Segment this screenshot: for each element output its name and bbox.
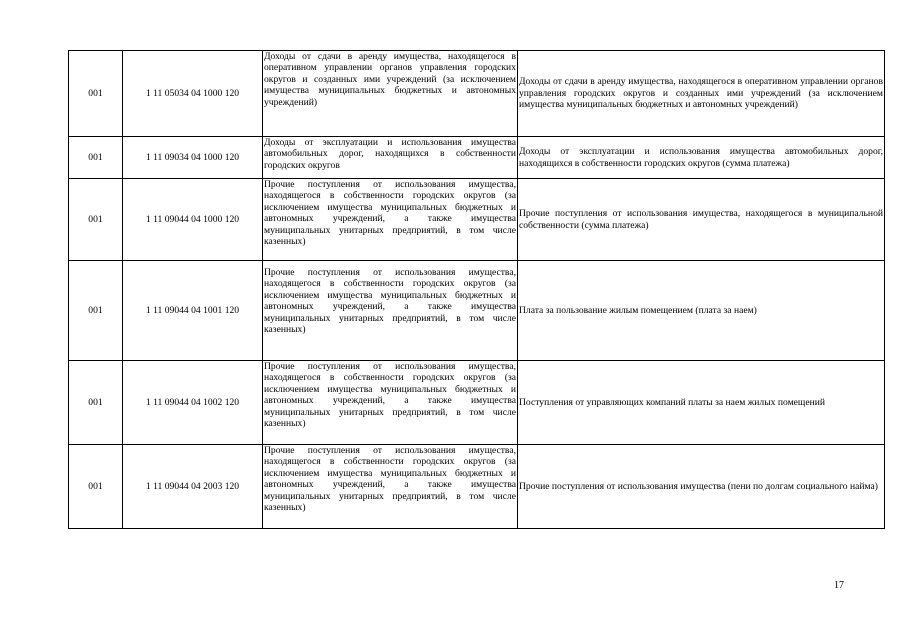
- kbk-code-cell: 1 11 09044 04 2003 120: [123, 445, 263, 529]
- revenue-description-text: Поступления от управляющих компаний платы за наем жилых помещений: [519, 396, 825, 408]
- revenue-description-text: Доходы от сдачи в аренду имущества, находящегося в оперативном управлении органов управления городских округов и созданных ими учреждений (за исключением имущества муниципальных бюджетных и автономных учреждений): [519, 76, 883, 111]
- revenue-description-cell: [518, 51, 885, 137]
- kbk-code-cell: 1 11 05034 04 1000 120: [123, 51, 263, 137]
- kbk-code-cell: 1 11 09034 04 1000 120: [123, 137, 263, 179]
- kbk-code-cell: 1 11 09044 04 1002 120: [123, 361, 263, 445]
- revenue-name-cell: Прочие поступления от использования имущества, находящегося в собственности городских округов (за исключением имущества муниципальных бюджетных и автономных учреждений, а также имущества муниципальных унитарных предприятий, в том числе казенных): [263, 179, 518, 261]
- table-row: [69, 261, 885, 361]
- table-row: [69, 445, 885, 529]
- kbk-code-cell: 1 11 09044 04 1000 120: [123, 179, 263, 261]
- admin-code-cell: 001: [69, 51, 123, 137]
- table-row: [69, 51, 885, 137]
- revenue-name-cell: Доходы от сдачи в аренду имущества, находящегося в оперативном управлении органов управления городских округов и созданных ими учреждений (за исключением имущества муниципальных бюджетных и автономных учреждений): [263, 51, 518, 137]
- revenue-name-cell: Прочие поступления от использования имущества, находящегося в собственности городских округов (за исключением имущества муниципальных бюджетных и автономных учреждений, а также имущества муниципальных унитарных предприятий, в том числе казенных): [263, 445, 518, 529]
- admin-code-cell: 001: [69, 361, 123, 445]
- table-row: [69, 137, 885, 179]
- revenue-description-cell: [518, 137, 885, 179]
- admin-code-cell: 001: [69, 137, 123, 179]
- revenue-description-cell: [518, 361, 885, 445]
- revenue-description-cell: [518, 445, 885, 529]
- revenue-description-text: Доходы от эксплуатации и использования имущества автомобильных дорог, находящихся в собственности городских округов (сумма платежа): [519, 146, 883, 169]
- table-row: [69, 361, 885, 445]
- table-body: [69, 51, 885, 529]
- revenue-name-cell: Прочие поступления от использования имущества, находящегося в собственности городских округов (за исключением имущества муниципальных бюджетных и автономных учреждений, а также имущества муниципальных унитарных предприятий, в том числе казенных): [263, 361, 518, 445]
- revenue-description-text: Прочие поступления от использования имущества (пени по долгам социального найма): [519, 480, 878, 492]
- admin-code-cell: 001: [69, 445, 123, 529]
- admin-code-cell: 001: [69, 261, 123, 361]
- revenue-description-text: Плата за пользование жилым помещением (плата за наем): [519, 304, 757, 316]
- admin-code-cell: 001: [69, 179, 123, 261]
- kbk-code-cell: 1 11 09044 04 1001 120: [123, 261, 263, 361]
- revenue-codes-table: [68, 50, 885, 529]
- revenue-name-cell: Прочие поступления от использования имущества, находящегося в собственности городских округов (за исключением имущества муниципальных бюджетных и автономных учреждений, а также имущества муниципальных унитарных предприятий, в том числе казенных): [263, 261, 518, 361]
- revenue-description-text: Прочие поступления от использования имущества, находящегося в муниципальной собственности (сумма платежа): [519, 208, 883, 231]
- revenue-description-cell: [518, 179, 885, 261]
- page-number: 17: [834, 580, 844, 591]
- revenue-name-cell: Доходы от эксплуатации и использования имущества автомобильных дорог, находящихся в собственности городских округов: [263, 137, 518, 179]
- table-row: [69, 179, 885, 261]
- revenue-description-cell: [518, 261, 885, 361]
